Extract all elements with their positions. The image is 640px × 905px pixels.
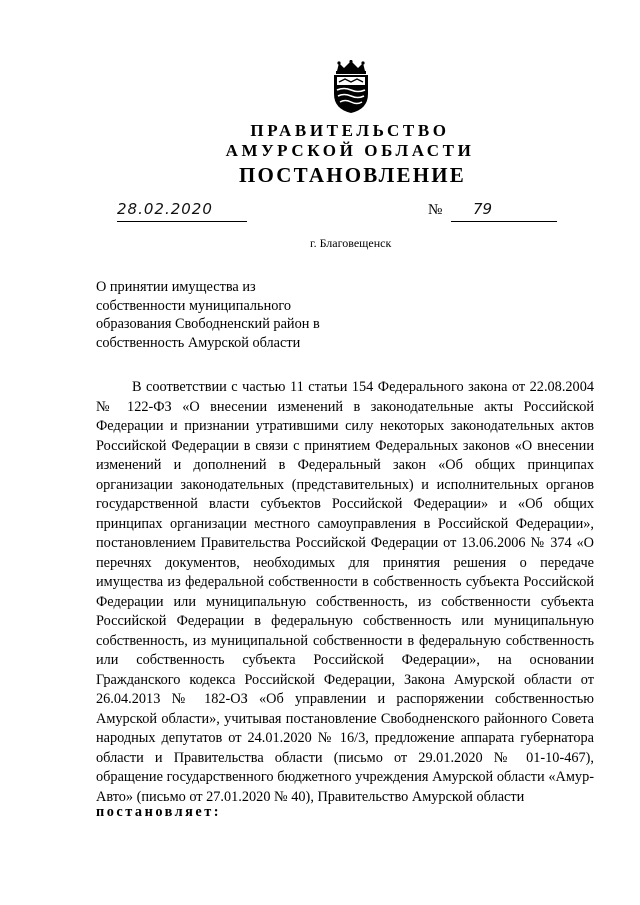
subject-line: образования Свободненский район в (96, 316, 320, 332)
government-title-line2: АМУРСКОЙ ОБЛАСТИ (225, 141, 475, 160)
document-number: 79 (473, 200, 493, 218)
body-paragraph: В соответствии с частью 11 статьи 154 Федерального закона от 22.08.2004 № 122-ФЗ «О внесении изменений в законодательные акты Российской Федерации и признании утратившими силу некоторых законодательных актов Российской Федерации в связи с принятием Федеральных законов «О внесении изменений и дополнений в Федеральный закон «Об общих принципах организации законодательных (представительных) и исполнительных органов государственной власти субъектов Российской Федерации» и «Об общих принципах организации местного самоуправления в Российской Федерации», постановлением Правительства Российской Федерации от 13.06.2006 № 374 «О перечнях документов, необходимых для принятия решения о передаче имущества из федеральной собственности в собственность субъекта Российской Федерации или муниципальную собственность, из собственности субъекта Российской Федерации в федеральную собственность или муниципальную собственность, из муниципальной собственности в федеральную собственность или собственность субъекта Российской Федерации», на основании Гражданского кодекса Российской Федерации, Закона Амурской области от 26.04.2013 № 182-ОЗ «Об управлении и распоряжении собственностью Амурской области», учитывая постановление Свободненского районного Совета народных депутатов от 24.01.2020 № 16/3, предложение аппарата губернатора области и Правительства области (письмо от 29.01.2020 № 01-10-467), обращение государственного бюджетного учреждения Амурской области «Амур-Авто» (письмо от 27.01.2020 № 40), Правительство Амурской области (96, 379, 594, 805)
document-date: 28.02.2020 (117, 200, 213, 218)
amur-region-coat-of-arms-icon (329, 60, 373, 114)
subject-line: собственность Амурской области (96, 334, 301, 351)
document-type-title: ПОСТАНОВЛЕНИЕ (238, 163, 467, 187)
resolve-word: постановляет: (96, 804, 222, 820)
government-title-line1: ПРАВИТЕЛЬСТВО (250, 121, 450, 140)
subject-line: собственности муниципального (96, 297, 292, 314)
document-subject (96, 278, 356, 352)
subject-line: О принятии имущества из (96, 279, 256, 295)
number-sign: № (428, 202, 443, 218)
document-date-field (117, 197, 247, 222)
document-number-field (451, 197, 557, 222)
city-name: г. Благовещенск (310, 236, 392, 250)
